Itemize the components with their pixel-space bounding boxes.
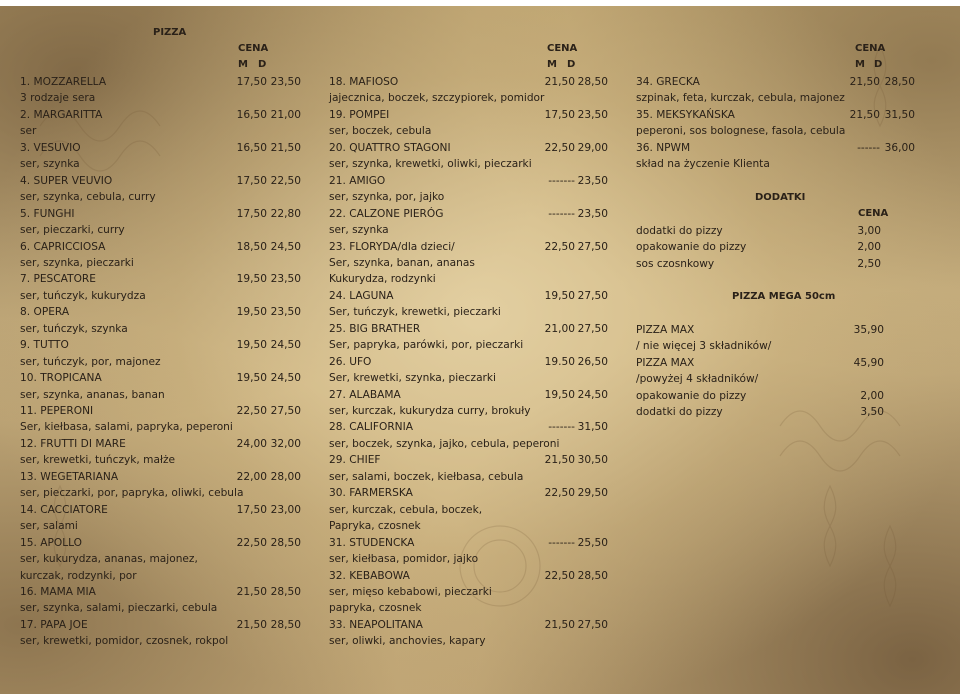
pizza-name: 1. MOZZARELLA (20, 76, 107, 88)
addon-price: 3,00 (857, 225, 881, 237)
price-large: 28,50 (577, 76, 608, 88)
price-large: 27,50 (577, 618, 608, 631)
pizza-ingredients: ser, oliwki, anchovies, kapary (329, 635, 486, 648)
price-large: 32,00 (270, 437, 301, 450)
price-medium: 22,50 (544, 487, 575, 500)
pizza-ingredients: Ser, krewetki, szynka, pieczarki (329, 372, 496, 385)
pizza-name: 11. PEPERONI (20, 405, 94, 417)
price-large: 23,50 (577, 207, 608, 220)
price-medium: 19,50 (236, 339, 267, 352)
pizza-ingredients: Ser, kiełbasa, salami, papryka, peperoni (20, 421, 233, 434)
pizza-ingredients: ser, krewetki, tuńczyk, małże (20, 454, 176, 467)
price-medium: ------- (548, 421, 575, 434)
price-medium: 21,00 (544, 322, 575, 335)
pizza-name: 35. MEKSYKAŃSKA (636, 108, 735, 121)
pizza-ingredients: skład na życzenie Klienta (636, 158, 770, 171)
price-medium: 21,50 (544, 76, 575, 88)
price-large: 21,50 (270, 141, 301, 154)
addon-price: 2,00 (857, 241, 881, 254)
pizza-ingredients: ser, krewetki, pomidor, czosnek, rokpol (20, 635, 229, 648)
mega-price: 3,50 (860, 406, 884, 419)
section-title-pizza-mega: PIZZA MEGA 50cm (732, 291, 836, 302)
price-large: 30,50 (577, 454, 608, 467)
pizza-ingredients: szpinak, feta, kurczak, cebula, majonez (636, 92, 845, 105)
price-large: 27,50 (577, 322, 608, 335)
price-medium: 17,50 (544, 108, 575, 121)
pizza-ingredients: ser, salami, boczek, kiełbasa, cebula (329, 470, 524, 483)
pizza-name: 25. BIG BRATHER (329, 322, 421, 335)
pizza-ingredients: jajecznica, boczek, szczypiorek, pomidor (329, 92, 545, 105)
price-large: 22,50 (270, 174, 301, 187)
pizza-ingredients: kurczak, rodzynki, por (20, 569, 137, 582)
price-medium: 19,50 (236, 372, 267, 385)
mega-label: PIZZA MAX (636, 356, 695, 369)
pizza-ingredients: ser, kukurydza, ananas, majonez, (20, 553, 198, 566)
price-header-m-2: M (547, 59, 557, 70)
pizza-ingredients: Kukurydza, rodzynki (329, 273, 436, 286)
pizza-ingredients: ser, szynka, pieczarki (20, 256, 134, 269)
pizza-ingredients: ser, szynka, ananas, banan (20, 388, 165, 401)
price-medium: 16,50 (236, 108, 267, 121)
price-large: 28,50 (270, 618, 301, 631)
price-large: 23,50 (270, 273, 301, 286)
price-large: 23,50 (577, 108, 608, 121)
price-large: 26,50 (577, 355, 608, 368)
pizza-ingredients: ser, salami (20, 520, 78, 533)
pizza-name: 22. CALZONE PIERÓG (329, 207, 444, 220)
pizza-ingredients: ser, tuńczyk, szynka (20, 322, 128, 335)
price-large: 27,50 (577, 289, 608, 302)
pizza-ingredients: Ser, papryka, parówki, por, pieczarki (329, 339, 524, 352)
price-medium: 21,50 (236, 618, 267, 631)
mega-price: 35,90 (853, 324, 884, 336)
price-large: 21,00 (270, 108, 301, 121)
price-large: 28,50 (270, 585, 301, 598)
pizza-name: 23. FLORYDA/dla dzieci/ (329, 240, 455, 253)
pizza-ingredients: ser, tuńczyk, por, majonez (20, 355, 161, 368)
price-medium: 17,50 (236, 76, 267, 88)
price-medium: ------ (857, 141, 880, 154)
price-medium: 21,50 (544, 618, 575, 631)
price-medium: 22,50 (544, 141, 575, 154)
price-medium: 22,00 (236, 470, 267, 483)
price-medium: 19,50 (544, 289, 575, 302)
addon-label: opakowanie do pizzy (636, 241, 747, 254)
pizza-name: 28. CALIFORNIA (329, 421, 413, 434)
price-medium: 21,50 (544, 454, 575, 467)
price-medium: ------- (548, 536, 575, 549)
price-medium: 22,50 (236, 405, 267, 417)
pizza-name: 8. OPERA (20, 306, 70, 319)
price-large: 23,50 (577, 174, 608, 187)
price-large: 24,50 (577, 388, 608, 401)
pizza-name: 5. FUNGHI (20, 207, 75, 220)
price-large: 28,50 (577, 569, 608, 582)
price-header-d-3: D (874, 59, 883, 70)
price-medium: ------- (548, 174, 575, 187)
pizza-ingredients: ser, szynka (329, 224, 389, 237)
pizza-ingredients: ser, szynka, krewetki, oliwki, pieczarki (329, 158, 532, 171)
price-medium: 16,50 (236, 141, 267, 154)
price-large: 28,00 (270, 470, 301, 483)
pizza-name: 20. QUATTRO STAGONI (329, 141, 451, 154)
pizza-name: 32. KEBABOWA (329, 569, 410, 582)
price-large: 22,80 (270, 207, 301, 220)
price-large: 27,50 (270, 405, 301, 417)
pizza-ingredients: ser, szynka, por, jajko (329, 191, 445, 204)
mega-price: 2,00 (860, 389, 884, 402)
section-title-dodatki: DODATKI (755, 192, 806, 203)
pizza-ingredients: ser, szynka, salami, pieczarki, cebula (20, 602, 218, 615)
mega-label: opakowanie do pizzy (636, 389, 747, 402)
pizza-ingredients: 3 rodzaje sera (20, 92, 96, 105)
menu-sheet (0, 6, 960, 694)
price-header-cena-2: CENA (547, 43, 578, 54)
price-large: 27,50 (577, 240, 608, 253)
price-medium: 21,50 (849, 76, 880, 88)
price-large: 23,50 (270, 306, 301, 319)
price-large: 36,00 (884, 141, 915, 154)
pizza-ingredients: ser, kurczak, cebula, boczek, (329, 503, 483, 516)
pizza-name: 12. FRUTTI DI MARE (20, 437, 126, 450)
pizza-name: 26. UFO (329, 355, 372, 368)
price-header-cena-1: CENA (238, 43, 269, 54)
price-medium: 21,50 (849, 108, 880, 121)
price-medium: 18,50 (236, 240, 267, 253)
pizza-name: 9. TUTTO (20, 339, 69, 352)
pizza-name: 17. PAPA JOE (20, 618, 88, 631)
pizza-name: 36. NPWM (636, 141, 691, 154)
price-medium: 17,50 (236, 503, 267, 516)
price-medium: 21,50 (236, 585, 267, 598)
price-header-m-3: M (855, 59, 865, 70)
pizza-ingredients: ser, szynka (20, 158, 80, 171)
price-medium: 19,50 (544, 388, 575, 401)
pizza-ingredients: ser, pieczarki, por, papryka, oliwki, cebula (20, 487, 244, 500)
pizza-name: 29. CHIEF (329, 454, 381, 467)
price-large: 23,50 (270, 76, 301, 88)
pizza-name: 2. MARGARITTA (20, 108, 103, 121)
section-title-pizza: PIZZA (153, 27, 187, 38)
pizza-ingredients: Ser, tuńczyk, krewetki, pieczarki (329, 306, 501, 319)
price-medium: 22,50 (544, 240, 575, 253)
price-large: 24,50 (270, 240, 301, 253)
pizza-name: 4. SUPER VEUVIO (20, 174, 113, 187)
pizza-ingredients: Papryka, czosnek (329, 520, 421, 533)
pizza-name: 19. POMPEI (329, 108, 390, 121)
pizza-ingredients: ser, tuńczyk, kukurydza (20, 289, 146, 302)
pizza-name: 7. PESCATORE (20, 273, 96, 286)
price-large: 23,00 (270, 503, 301, 516)
price-medium: 17,50 (236, 174, 267, 187)
price-header-cena-3: CENA (855, 43, 886, 54)
pizza-ingredients: ser, boczek, szynka, jajko, cebula, peperoni (329, 437, 560, 450)
mega-label: / nie więcej 3 składników/ (636, 340, 772, 353)
pizza-ingredients: ser, kurczak, kukurydza curry, brokuły (329, 405, 531, 417)
price-large: 31,50 (577, 421, 608, 434)
addon-label: sos czosnkowy (636, 257, 715, 270)
pizza-name: 16. MAMA MIA (20, 585, 96, 598)
pizza-name: 24. LAGUNA (329, 289, 394, 302)
price-large: 24,50 (270, 372, 301, 385)
pizza-name: 13. WEGETARIANA (20, 470, 119, 483)
price-medium: 24,00 (236, 437, 267, 450)
pizza-name: 30. FARMERSKA (329, 487, 413, 500)
price-medium: 22,50 (236, 536, 267, 549)
price-header-cena-dodatki: CENA (858, 208, 889, 219)
pizza-name: 14. CACCIATORE (20, 503, 108, 516)
price-medium: 22,50 (544, 569, 575, 582)
pizza-name: 27. ALABAMA (329, 388, 401, 401)
price-medium: ------- (548, 207, 575, 220)
price-header-d-2: D (567, 59, 576, 70)
price-medium: 19.50 (544, 355, 575, 368)
pizza-ingredients: Ser, szynka, banan, ananas (329, 256, 475, 269)
pizza-name: 3. VESUVIO (20, 141, 81, 154)
pizza-name: 31. STUDENCKA (329, 536, 415, 549)
price-medium: 19,50 (236, 273, 267, 286)
price-large: 25,50 (577, 536, 608, 549)
price-header-d-1: D (258, 59, 267, 70)
price-medium: 17,50 (236, 207, 267, 220)
pizza-ingredients: peperoni, sos bolognese, fasola, cebula (636, 125, 846, 138)
mega-price: 45,90 (853, 356, 884, 369)
price-header-m-1: M (238, 59, 248, 70)
mega-label: /powyżej 4 składników/ (636, 373, 759, 386)
addon-price: 2,50 (857, 257, 881, 270)
pizza-name: 10. TROPICANA (20, 372, 102, 385)
pizza-ingredients: papryka, czosnek (329, 602, 422, 615)
price-large: 29,00 (577, 141, 608, 154)
pizza-name: 18. MAFIOSO (329, 76, 399, 88)
pizza-name: 15. APOLLO (20, 536, 82, 549)
mega-label: PIZZA MAX (636, 324, 695, 336)
pizza-name: 34. GRECKA (636, 76, 700, 88)
pizza-ingredients: ser, pieczarki, curry (20, 224, 125, 237)
pizza-name: 6. CAPRICCIOSA (20, 240, 106, 253)
pizza-ingredients: ser, kiełbasa, pomidor, jajko (329, 553, 479, 566)
addon-label: dodatki do pizzy (636, 225, 723, 237)
price-medium: 19,50 (236, 306, 267, 319)
pizza-ingredients: ser, boczek, cebula (329, 125, 432, 138)
price-large: 29,50 (577, 487, 608, 500)
pizza-name: 21. AMIGO (329, 174, 386, 187)
price-large: 28,50 (270, 536, 301, 549)
pizza-name: 33. NEAPOLITANA (329, 618, 423, 631)
pizza-ingredients: ser (20, 125, 37, 138)
pizza-ingredients: ser, mięso kebabowi, pieczarki (329, 585, 492, 598)
pizza-ingredients: ser, szynka, cebula, curry (20, 191, 156, 204)
price-large: 24,50 (270, 339, 301, 352)
price-large: 28,50 (884, 76, 915, 88)
mega-label: dodatki do pizzy (636, 406, 723, 419)
price-large: 31,50 (884, 108, 915, 121)
